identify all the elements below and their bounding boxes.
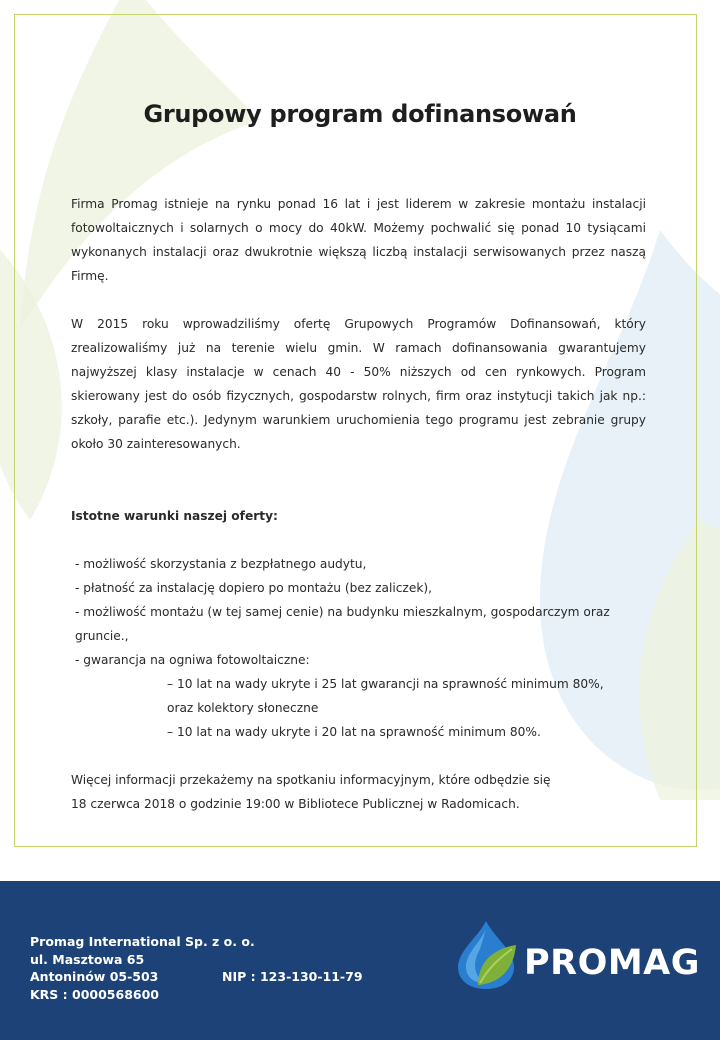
condition-item: - gwarancja na ogniwa fotowoltaiczne:: [75, 653, 310, 667]
warranty-item: – 10 lat na wady ukryte i 25 lat gwarancji na sprawność minimum 80%,: [167, 677, 604, 691]
company-address: [30, 933, 363, 1003]
closing-line: Więcej informacji przekażemy na spotkaniu informacyjnym, które odbędzie się: [71, 773, 551, 787]
page-title: Grupowy program dofinansowań: [143, 100, 577, 128]
warranty-item: oraz kolektory słoneczne: [167, 701, 319, 715]
intro-paragraph: Firma Promag istnieje na rynku ponad 16 lat i jest liderem w zakresie montażu instalacji fotowoltaicznych i solarnych o mocy do 40kW. Możemy pochwalić się ponad 10 tysiącami wykonanych instalacji oraz dwukrotnie większą liczbą instalacji serwisowanych przez naszą Firmę.: [71, 197, 646, 283]
street-address: ul. Masztowa 65: [30, 951, 145, 967]
document-body: [71, 192, 646, 816]
closing-line: 18 czerwca 2018 o godzinie 19:00 w Bibliotece Publicznej w Radomicach.: [71, 797, 520, 811]
condition-item: - możliwość montażu (w tej samej cenie) na budynku mieszkalnym, gospodarczym oraz gruncie.,: [75, 605, 610, 643]
brand-name: PROMAG: [524, 943, 701, 983]
program-paragraph: W 2015 roku wprowadziliśmy ofertę Grupowych Programów Dofinansowań, który zrealizowaliśmy już na terenie wielu gmin. W ramach dofinansowania gwarantujemy najwyższej klasy instalacje w cenach 40 - 50% niższych od cen rynkowych. Program skierowany jest do osób fizycznych, gospodarstw rolnych, firm oraz instytucji takich jak np.: szkoły, parafie etc.). Jedynym warunkiem uruchomienia tego programu jest zebranie grupy około 30 zainteresowanych.: [71, 317, 646, 451]
nip-number: NIP : 123-130-11-79: [222, 969, 363, 984]
conditions-heading: Istotne warunki naszej oferty:: [71, 509, 278, 523]
krs-number: KRS : 0000568600: [30, 986, 159, 1002]
company-name: Promag International Sp. z o. o.: [30, 934, 255, 949]
warranty-item: – 10 lat na wady ukryte i 20 lat na sprawność minimum 80%.: [167, 725, 541, 739]
condition-item: - płatność za instalację dopiero po montażu (bez zaliczek),: [75, 581, 433, 595]
condition-item: - możliwość skorzystania z bezpłatnego audytu,: [75, 557, 367, 571]
city-address: Antoninów 05-503: [30, 969, 159, 984]
footer: [0, 881, 720, 1040]
